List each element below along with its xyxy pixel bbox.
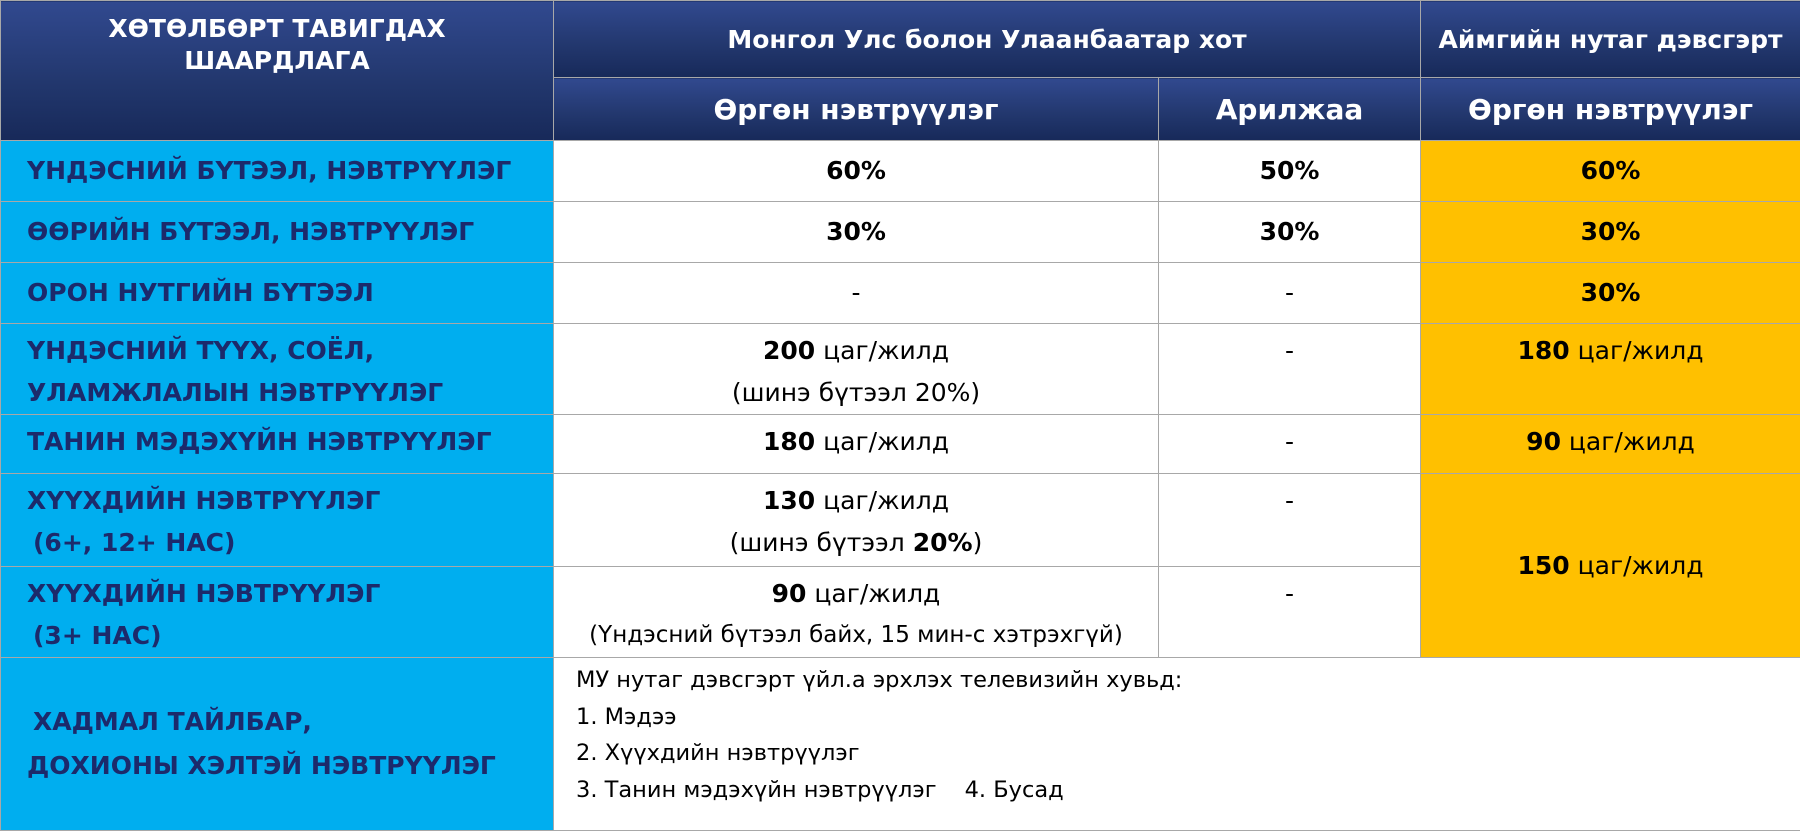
hours-unit: цаг/жилд <box>815 427 949 456</box>
aimag-value: 30% <box>1421 263 1800 324</box>
table-row <box>1 415 1800 474</box>
trade-value: 30% <box>1159 202 1421 263</box>
group-header-aimag: Аймгийн нутаг дэвсгэрт <box>1421 1 1800 78</box>
broadcast-value <box>554 324 1159 415</box>
subtitle-note <box>554 658 1800 831</box>
aimag-value <box>1421 474 1800 658</box>
broadcast-value: 30% <box>554 202 1159 263</box>
requirement-label <box>1 324 554 415</box>
hours-number: 180 <box>763 427 815 456</box>
note-item: 2. Хүүхдийн нэвтрүүлэг <box>576 735 1800 772</box>
requirement-label <box>1 474 554 567</box>
column-header-aimag-broadcast: Өргөн нэвтрүүлэг <box>1421 78 1800 141</box>
column-header-trade: Арилжаа <box>1159 78 1421 141</box>
requirement-label: ӨӨРИЙН БҮТЭЭЛ, НЭВТРҮҮЛЭГ <box>1 202 554 263</box>
aimag-value <box>1421 415 1800 474</box>
hours-number: 150 <box>1517 551 1569 580</box>
requirement-label-line-2: (3+ НАС) <box>27 615 553 657</box>
trade-value: - <box>1159 324 1421 415</box>
broadcast-value: 60% <box>554 141 1159 202</box>
aimag-value: 60% <box>1421 141 1800 202</box>
note-intro: МУ нутаг дэвсгэрт үйл.а эрхлэх телевизийн хувьд: <box>576 662 1800 699</box>
hours-unit: цаг/жилд <box>815 336 949 365</box>
trade-value: - <box>1159 415 1421 474</box>
trade-value: - <box>1159 263 1421 324</box>
broadcast-value <box>554 474 1159 567</box>
note-item: 4. Бусад <box>965 777 1064 803</box>
hours-number: 200 <box>763 336 815 365</box>
new-production-note: (шинэ бүтээл 20%) <box>554 522 1158 564</box>
trade-value: - <box>1159 474 1421 567</box>
requirements-header <box>1 1 554 141</box>
table-row <box>1 202 1800 263</box>
requirement-label <box>1 567 554 658</box>
requirement-label <box>1 658 554 831</box>
hours-unit: цаг/жилд <box>806 579 940 608</box>
trade-value: 50% <box>1159 141 1421 202</box>
table-row <box>1 474 1800 567</box>
hours-number: 130 <box>763 486 815 515</box>
aimag-value: 30% <box>1421 202 1800 263</box>
requirement-label: ҮНДЭСНИЙ БҮТЭЭЛ, НЭВТРҮҮЛЭГ <box>1 141 554 202</box>
new-production-note: (шинэ бүтээл 20%) <box>554 372 1158 414</box>
aimag-value <box>1421 324 1800 415</box>
hours-unit: цаг/жилд <box>815 486 949 515</box>
hours-unit: цаг/жилд <box>1570 551 1704 580</box>
column-header-broadcast: Өргөн нэвтрүүлэг <box>554 78 1159 141</box>
table-row <box>1 324 1800 415</box>
table-row <box>1 263 1800 324</box>
table-row <box>1 141 1800 202</box>
requirement-label-line-2: УЛАМЖЛАЛЫН НЭВТРҮҮЛЭГ <box>27 372 553 414</box>
trade-value: - <box>1159 567 1421 658</box>
note-item: 3. Танин мэдэхүйн нэвтрүүлэг <box>576 777 937 803</box>
requirement-label-line-1: ҮНДЭСНИЙ ТҮҮХ, СОЁЛ, <box>27 330 553 372</box>
table-row <box>1 658 1800 831</box>
hours-number: 90 <box>772 579 807 608</box>
hours-number: 90 <box>1526 427 1561 456</box>
requirement-label-line-2: ДОХИОНЫ ХЭЛТЭЙ НЭВТРҮҮЛЭГ <box>27 744 553 788</box>
hours-unit: цаг/жилд <box>1570 336 1704 365</box>
requirement-label-line-2: (6+, 12+ НАС) <box>27 522 553 564</box>
broadcast-value <box>554 415 1159 474</box>
hours-unit: цаг/жилд <box>1561 427 1695 456</box>
national-production-note: (Үндэсний бүтээл байх, 15 мин-с хэтрэхгүй) <box>554 615 1158 655</box>
requirement-label-line-1: ХАДМАЛ ТАЙЛБАР, <box>27 700 553 744</box>
requirement-label-line-1: ХҮҮХДИЙН НЭВТРҮҮЛЭГ <box>27 480 553 522</box>
requirements-header-line-1: ХӨТӨЛБӨРТ ТАВИГДАХ <box>1 13 553 45</box>
requirement-label-line-1: ХҮҮХДИЙН НЭВТРҮҮЛЭГ <box>27 573 553 615</box>
requirement-label: ОРОН НУТГИЙН БҮТЭЭЛ <box>1 263 554 324</box>
group-header-national: Монгол Улс болон Улаанбаатар хот <box>554 1 1421 78</box>
requirements-header-line-2: ШААРДЛАГА <box>1 45 553 77</box>
requirement-label: ТАНИН МЭДЭХҮЙН НЭВТРҮҮЛЭГ <box>1 415 554 474</box>
broadcast-value <box>554 567 1159 658</box>
hours-number: 180 <box>1517 336 1569 365</box>
broadcast-value: - <box>554 263 1159 324</box>
note-item: 1. Мэдээ <box>576 699 1800 736</box>
